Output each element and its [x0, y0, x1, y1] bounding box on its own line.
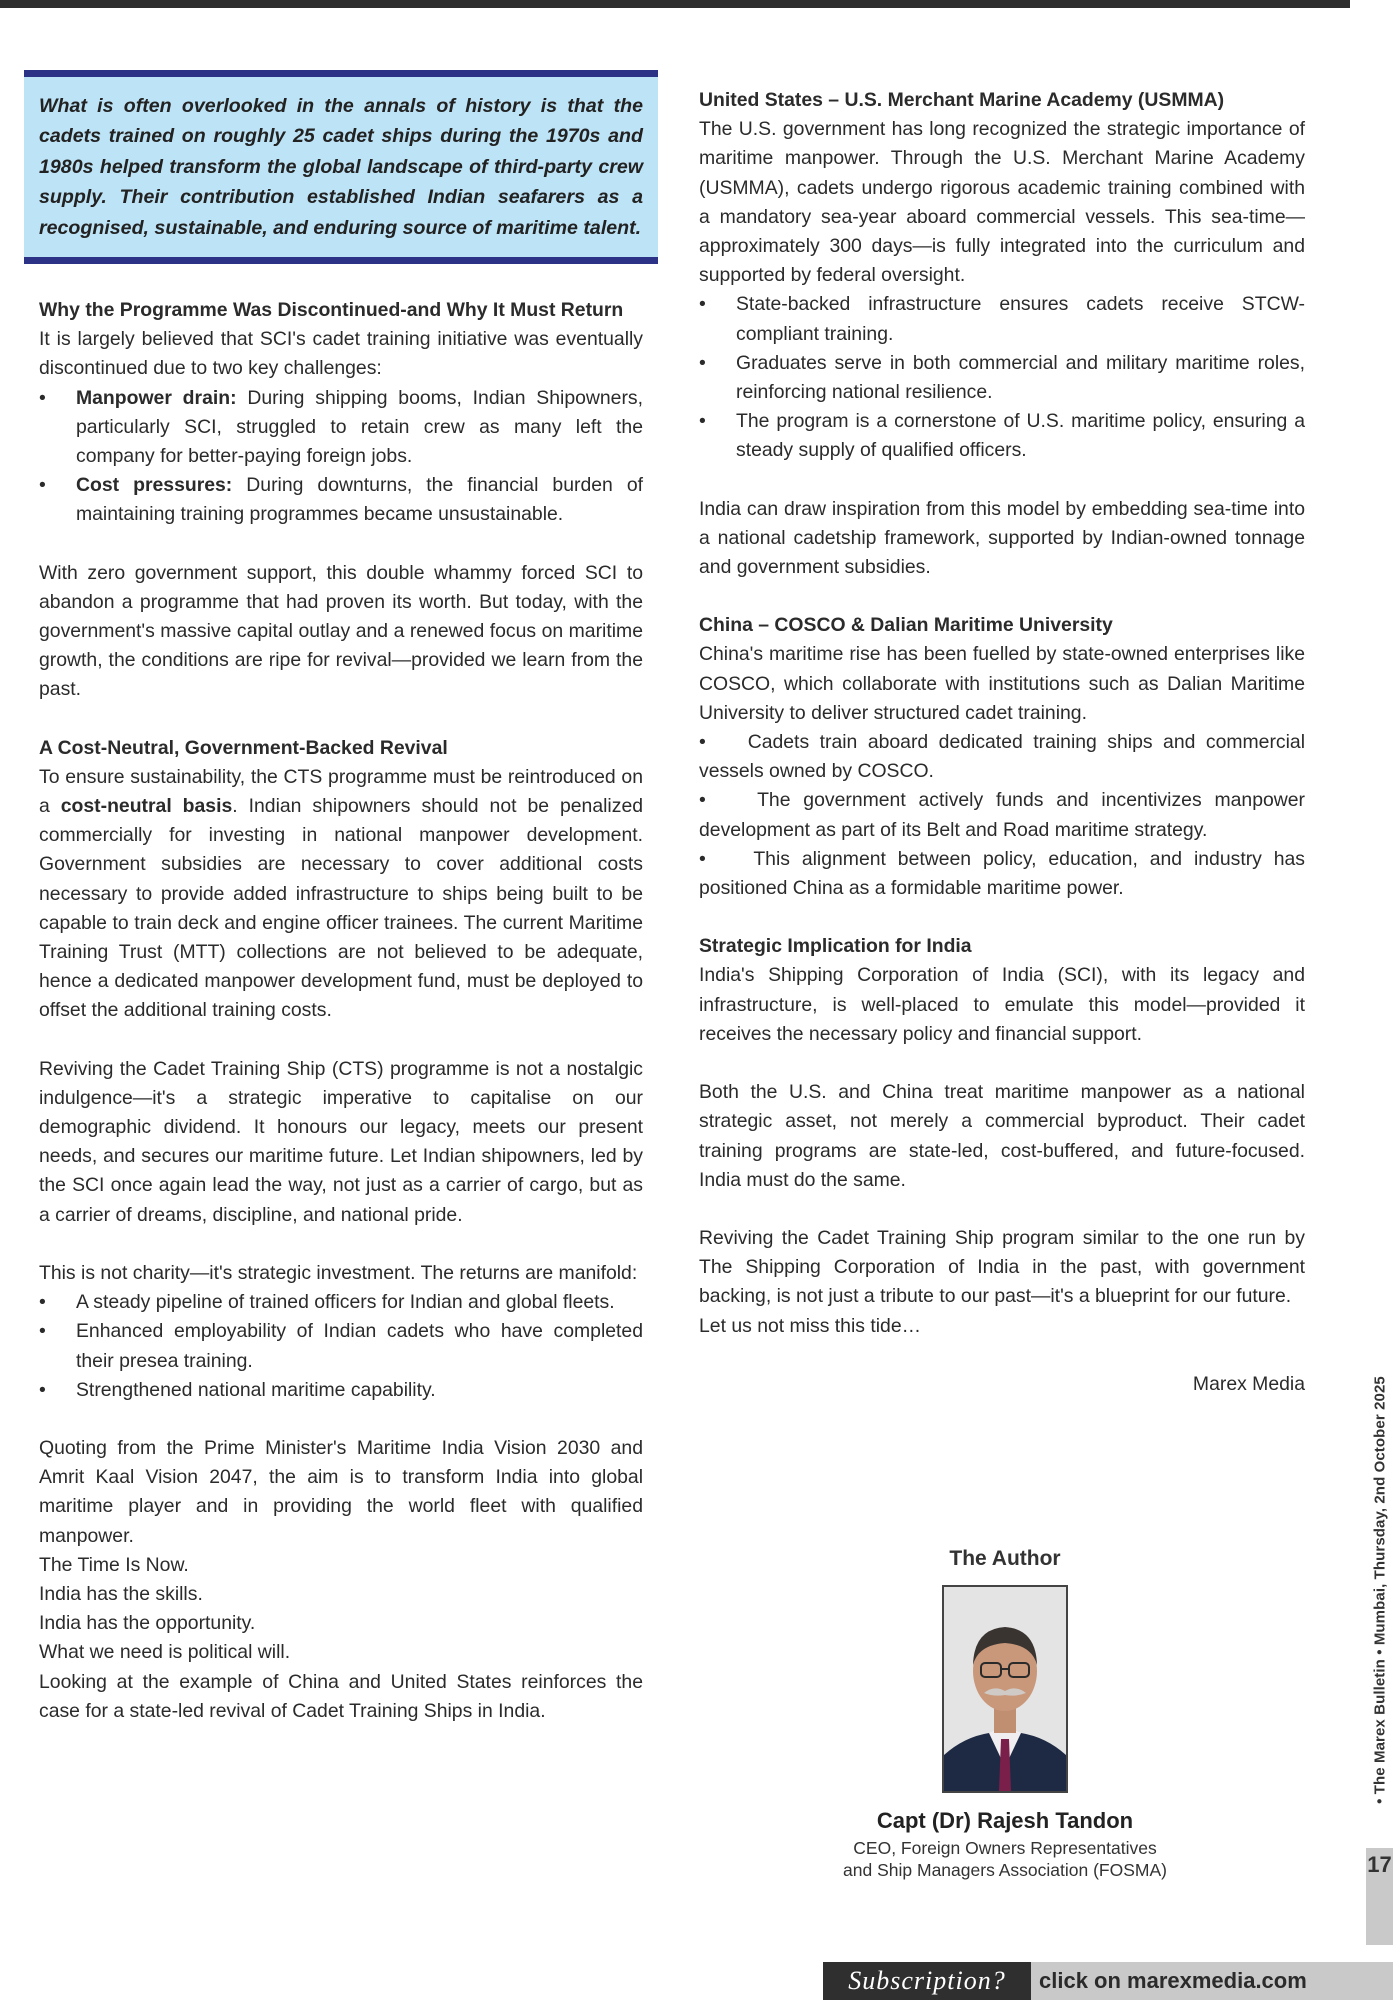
- list-item-bold: Manpower drain:: [76, 386, 237, 409]
- usmma-list: [699, 290, 1305, 465]
- line-skills: India has the skills.: [39, 1582, 203, 1605]
- paragraph-reviving-cts: Reviving the Cadet Training Ship (CTS) programme is not a nostalgic indulgence—it's a strategic imperative to capitalise on our demographic dividend. It honours our legacy, meets our present needs, and secures our maritime future. Let Indian shipowners, led by the SCI once again lead the way, not just as a carrier of cargo, but as a carrier of dreams, discipline, and national pride.: [39, 1057, 643, 1226]
- paragraph-china: China's maritime rise has been fuelled by state-owned enterprises like COSCO, which collaborate with institutions such as Dalian Maritime University to deliver structured cadet training.: [699, 643, 1305, 724]
- author-role-line2: and Ship Managers Association (FOSMA): [843, 1860, 1167, 1880]
- line-opportunity: India has the opportunity.: [39, 1612, 256, 1635]
- right-column: [699, 86, 1305, 1399]
- left-column: [39, 296, 643, 1726]
- list-item: • Enhanced employability of Indian cadets who have completed their presea training.: [39, 1320, 643, 1372]
- list-item: • State-backed infrastructure ensures cadets receive STCW-compliant training.: [699, 293, 1305, 345]
- paragraph-usmma: The U.S. government has long recognized the strategic importance of maritime manpower. Through the U.S. Merchant Marine Academy (USMMA), cadets undergo rigorous academic training combined with a mandatory sea-year aboard commercial vessels. This sea-time—approximately 300 days—is fully integrated into the curriculum and supported by federal oversight.: [699, 118, 1305, 287]
- pull-quote-box: [24, 70, 658, 264]
- paragraph-intro: It is largely believed that SCI's cadet training initiative was eventually discontinued due to two key challenges:: [39, 328, 643, 380]
- china-point: • This alignment between policy, education, and industry has positioned China as a formidable maritime power.: [699, 847, 1306, 900]
- paragraph-not-charity: This is not charity—it's strategic investment. The returns are manifold:: [39, 1261, 638, 1284]
- line-time-is-now: The Time Is Now.: [39, 1553, 189, 1576]
- subscription-label: Subscription?: [823, 1962, 1031, 2000]
- author-heading: The Author: [949, 1547, 1061, 1570]
- list-item-bold: Cost pressures:: [76, 474, 233, 497]
- list-item: • Strengthened national maritime capability.: [39, 1378, 436, 1401]
- author-photo: [942, 1585, 1068, 1793]
- china-point: • Cadets train aboard dedicated training ships and commercial vessels owned by COSCO.: [699, 731, 1306, 783]
- subscription-link[interactable]: click on marexmedia.com: [1031, 1962, 1393, 2000]
- list-item: • Manpower drain: During shipping booms, Indian Shipowners, particularly SCI, struggled to retain crew as many left the company for better-paying foreign jobs.: [39, 386, 643, 468]
- returns-list: [39, 1288, 643, 1405]
- list-item: • Cost pressures: During downturns, the financial burden of maintaining training programmes became unsustainable.: [39, 474, 643, 526]
- paragraph-strategic: India's Shipping Corporation of India (SCI), with its legacy and infrastructure, is well-placed to emulate this model—provided it receives the necessary policy and financial support.: [699, 964, 1305, 1045]
- paragraph-reviving-program: Reviving the Cadet Training Ship program similar to the one run by The Shipping Corporation of India in the past, with government backing, is not just a tribute to our past—it's a blueprint for our future.: [699, 1226, 1305, 1308]
- section-heading-china: China – COSCO & Dalian Maritime University: [699, 614, 1113, 637]
- list-item-text: During downturns, the financial burden of maintaining training programmes became unsustainable.: [76, 474, 643, 526]
- list-item: • Graduates serve in both commercial and military maritime roles, reinforcing national resilience.: [699, 351, 1305, 404]
- top-rule: [0, 0, 1350, 8]
- section-heading-usmma: United States – U.S. Merchant Marine Academy (USMMA): [699, 89, 1225, 111]
- author-role-line1: CEO, Foreign Owners Representatives: [853, 1838, 1157, 1858]
- section-heading-cost-neutral: A Cost-Neutral, Government-Backed Revival: [39, 736, 448, 759]
- paragraph-india-inspiration: India can draw inspiration from this model by embedding sea-time into a national cadetship framework, supported by Indian-owned tonnage and government subsidies.: [699, 497, 1305, 579]
- subscription-banner[interactable]: [823, 1962, 1393, 2000]
- paragraph-cost-neutral: To ensure sustainability, the CTS programme must be reintroduced on a cost-neutral basis. Indian shipowners should not be penalized commercially for investing in national manpower development. Government subsidies are necessary to cover additional costs necessary to provide added infrastructure to ships being built to be capable to train deck and engine officer trainees. The current Maritime Training Trust (MTT) collections are not believed to be adequate, hence a dedicated manpower development fund, must be deployed to offset the additional training costs.: [39, 765, 644, 1022]
- line-miss-tide: Let us not miss this tide…: [699, 1314, 922, 1337]
- page-number: 17: [1367, 1852, 1392, 1877]
- section-heading-discontinued: Why the Programme Was Discontinued-and Why It Must Return: [39, 299, 624, 321]
- paragraph-quoting-pm: Quoting from the Prime Minister's Maritime India Vision 2030 and Amrit Kaal Vision 2047, the aim is to transform India into global maritime player and in providing the world fleet with qualified manpower.: [39, 1436, 643, 1547]
- line-political-will: What we need is political will.: [39, 1641, 291, 1664]
- author-block: [790, 1545, 1220, 1881]
- list-item: • A steady pipeline of trained officers for Indian and global fleets.: [39, 1291, 615, 1314]
- author-name: Capt (Dr) Rajesh Tandon: [876, 1808, 1134, 1833]
- paragraph-both-nations: Both the U.S. and China treat maritime manpower as a national strategic asset, not merely a commercial byproduct. Their cadet training programs are state-led, cost-buffered, and future-focused. India must do the same.: [699, 1081, 1305, 1191]
- list-item-text: During shipping booms, Indian Shipowners, particularly SCI, struggled to retain crew as many left the company for better-paying foreign jobs.: [76, 386, 643, 468]
- signoff: Marex Media: [1192, 1372, 1305, 1395]
- china-point: • The government actively funds and incentivizes manpower development as part of its Belt and Road maritime strategy.: [699, 789, 1306, 841]
- paragraph-looking-example: Looking at the example of China and United States reinforces the case for a state-led revival of Cadet Training Ships in India.: [39, 1670, 643, 1722]
- paragraph-zero-support: With zero government support, this double whammy forced SCI to abandon a programme that had proven its worth. But today, with the government's massive capital outlay and a renewed focus on maritime growth, the conditions are ripe for revival—provided we learn from the past.: [39, 561, 643, 701]
- pull-quote-text: What is often overlooked in the annals of history is that the cadets trained on roughly 25 cadet ships during the 1970s and 1980s helped transform the global landscape of third-party crew supply. Their contribution established Indian seafarers as a recognised, sustainable, and enduring source of maritime talent.: [39, 95, 643, 239]
- challenges-list: [39, 384, 643, 530]
- section-heading-strategic: Strategic Implication for India: [699, 935, 972, 958]
- list-item: • The program is a cornerstone of U.S. maritime policy, ensuring a steady supply of qualified officers.: [699, 410, 1305, 462]
- sidebar-publication-info: • The Marex Bulletin • Mumbai, Thursday, 2nd October 2025: [1371, 1376, 1388, 1804]
